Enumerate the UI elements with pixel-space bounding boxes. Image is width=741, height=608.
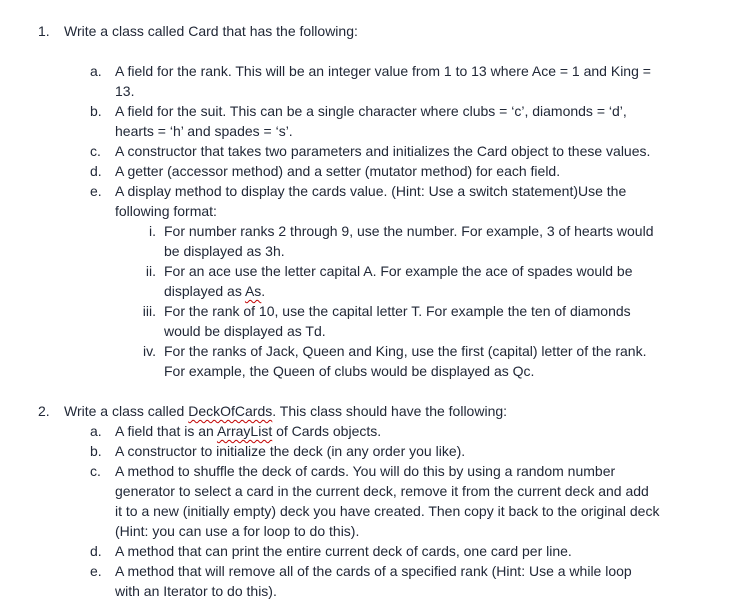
item-text (164, 261, 741, 301)
list-item (0, 401, 741, 421)
item-line (115, 541, 741, 561)
item-line (115, 481, 741, 501)
text-segment: A field for the suit. This can be a single character where clubs = ‘c’, diamonds = ‘d’, (115, 103, 627, 119)
item-text (115, 461, 741, 541)
misspelled-word: ArrayList (216, 423, 273, 439)
text-segment: 13. (115, 83, 135, 99)
item-line (164, 361, 741, 381)
text-segment: generator to select a card in the current deck, remove it from the current deck and add (115, 483, 649, 499)
item-marker: b. (90, 103, 102, 119)
text-segment: For the rank of 10, use the capital letter T. For example the ten of diamonds (164, 303, 631, 319)
item-text (115, 181, 741, 221)
item-line (115, 521, 741, 541)
item-marker: iv. (143, 343, 156, 359)
text-segment: A constructor that takes two parameters and initializes the Card object to these values. (115, 143, 651, 159)
item-line (115, 441, 741, 461)
assignment-instructions-list (0, 21, 741, 601)
item-text (115, 161, 741, 181)
text-segment: For an ace use the letter capital A. For example the ace of spades would be (164, 263, 633, 279)
text-segment: Write a class called (64, 403, 189, 419)
item-line (164, 241, 741, 261)
item-line (115, 81, 741, 101)
text-segment: displayed as (164, 283, 245, 299)
item-line (115, 561, 741, 581)
item-line (164, 301, 741, 321)
item-marker: e. (90, 183, 102, 199)
item-marker: i. (149, 223, 156, 239)
item-marker: iii. (142, 303, 156, 319)
text-segment: it to a new (initially empty) deck you have created. Then copy it back to the original deck (115, 503, 660, 519)
text-segment: A field for the rank. This will be an integer value from 1 to 13 where Ace = 1 and King = (115, 63, 651, 79)
text-segment: (Hint: you can use a for loop to do this). (115, 523, 360, 539)
list-item (0, 421, 741, 441)
item-text (115, 541, 741, 561)
text-segment: A field that is an (115, 423, 217, 439)
text-segment: A method that will remove all of the cards of a specified rank (Hint: Use a while loop (115, 563, 632, 579)
list-item (0, 301, 741, 341)
list-item (0, 341, 741, 381)
item-marker: c. (90, 463, 101, 479)
text-segment: would be displayed as Td. (164, 323, 326, 339)
text-segment: of Cards objects. (272, 423, 382, 439)
list-item (0, 21, 741, 41)
item-line (115, 121, 741, 141)
list-item (0, 541, 741, 561)
item-text (115, 421, 741, 441)
item-text (164, 221, 741, 261)
item-line (115, 501, 741, 521)
text-segment: hearts = ‘h’ and spades = ‘s’. (115, 123, 293, 139)
item-text (164, 341, 741, 381)
text-segment: A method that can print the entire current deck of cards, one card per line. (115, 543, 572, 559)
item-line (115, 201, 741, 221)
item-line (64, 401, 741, 421)
item-marker: a. (90, 63, 102, 79)
item-marker: 1. (38, 23, 50, 39)
text-segment: with an Iterator to do this). (115, 583, 277, 599)
text-segment: For example, the Queen of clubs would be displayed as Qc. (164, 363, 535, 379)
item-text (115, 441, 741, 461)
text-segment: be displayed as 3h. (164, 243, 285, 259)
item-text (164, 301, 741, 341)
item-marker: a. (90, 423, 102, 439)
list-item (0, 61, 741, 101)
item-line (164, 281, 741, 301)
list-item (0, 461, 741, 541)
item-line (115, 461, 741, 481)
item-line (115, 161, 741, 181)
item-text (115, 101, 741, 141)
item-line (164, 221, 741, 241)
text-segment: A method to shuffle the deck of cards. You will do this by using a random number (115, 463, 616, 479)
text-segment: A getter (accessor method) and a setter (mutator method) for each field. (115, 163, 561, 179)
item-marker: e. (90, 563, 102, 579)
item-line (164, 321, 741, 341)
item-text (115, 561, 741, 601)
item-line (164, 341, 741, 361)
text-segment: A constructor to initialize the deck (in any order you like). (115, 443, 466, 459)
item-line (115, 61, 741, 81)
list-item (0, 161, 741, 181)
item-marker: b. (90, 443, 102, 459)
text-segment: For the ranks of Jack, Queen and King, use the first (capital) letter of the rank. (164, 343, 647, 359)
item-line (115, 101, 741, 121)
item-line (115, 141, 741, 161)
text-segment: following format: (115, 203, 217, 219)
item-text (64, 21, 741, 41)
item-text (115, 141, 741, 161)
list-item (0, 181, 741, 221)
text-segment: For number ranks 2 through 9, use the number. For example, 3 of hearts would (164, 223, 654, 239)
list-item (0, 221, 741, 261)
text-segment: A display method to display the cards value. (Hint: Use a switch statement)Use the (115, 183, 627, 199)
item-marker: 2. (38, 403, 50, 419)
item-text (64, 401, 741, 421)
list-item (0, 261, 741, 301)
item-line (164, 261, 741, 281)
item-marker: d. (90, 543, 102, 559)
item-line (115, 181, 741, 201)
item-line (115, 581, 741, 601)
misspelled-word: As (244, 283, 262, 299)
item-line (115, 421, 741, 441)
text-segment: . This class should have the following: (272, 403, 508, 419)
item-marker: d. (90, 163, 102, 179)
item-marker: ii. (145, 263, 156, 279)
list-item (0, 561, 741, 601)
list-item (0, 101, 741, 141)
item-marker: c. (90, 143, 101, 159)
text-segment: Write a class called Card that has the following: (64, 23, 358, 39)
list-item (0, 441, 741, 461)
text-segment: . (261, 283, 266, 299)
item-line (64, 21, 741, 41)
list-item (0, 141, 741, 161)
item-text (115, 61, 741, 101)
misspelled-word: DeckOfCards (188, 403, 273, 419)
